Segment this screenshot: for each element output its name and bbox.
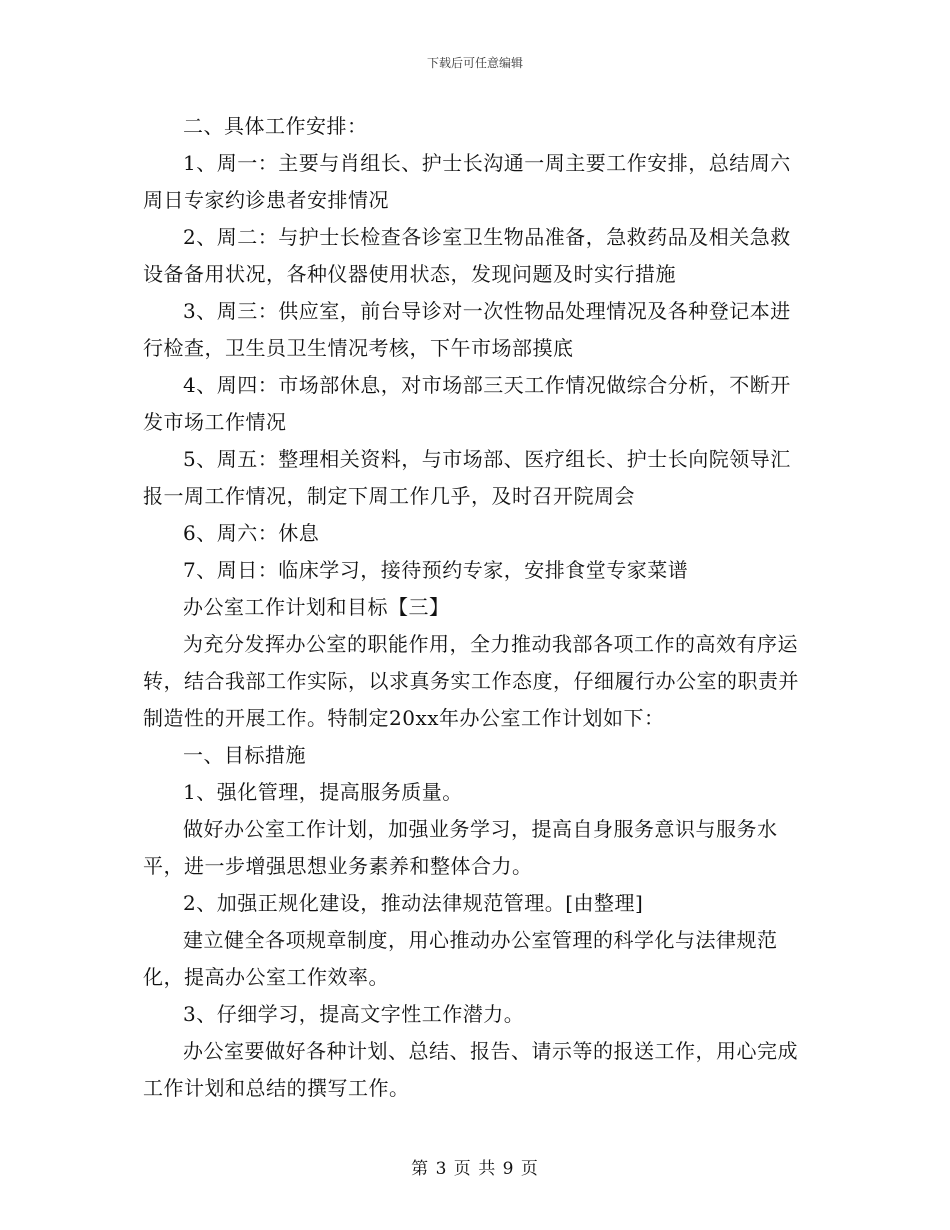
paragraph-item-2: 2、加强正规化建设，推动法律规范管理。[由整理] bbox=[183, 891, 644, 915]
paragraph-thursday: 4、周四：市场部休息，对市场部三天工作情况做综合分析，不断开发市场工作情况 bbox=[143, 373, 791, 434]
paragraph-tuesday: 2、周二：与护士长检查各诊室卫生物品准备，急救药品及相关急救设备备用状况，各种仪器使用状态，发现问题及时实行措施 bbox=[143, 225, 791, 286]
paragraph-item-3-detail: 办公室要做好各种计划、总结、报告、请示等的报送工作，用心完成工作计划和总结的撰写工作。 bbox=[143, 1039, 798, 1100]
paragraph-monday: 1、周一：主要与肖组长、护士长沟通一周主要工作安排，总结周六周日专家约诊患者安排情况 bbox=[143, 151, 791, 212]
page-number: 第 3 页 共 9 页 bbox=[411, 1159, 539, 1179]
paragraph-goals-heading: 一、目标措施 bbox=[183, 743, 306, 767]
paragraph-sunday: 7、周日：临床学习，接待预约专家，安排食堂专家菜谱 bbox=[183, 558, 689, 582]
page-header: 下载后可任意编辑 bbox=[426, 56, 523, 70]
paragraph-section-heading: 二、具体工作安排： bbox=[183, 114, 368, 138]
paragraph-wednesday: 3、周三：供应室，前台导诊对一次性物品处理情况及各种登记本进行检查，卫生员卫生情况考核，下午市场部摸底 bbox=[143, 299, 791, 360]
paragraph-intro: 为充分发挥办公室的职能作用，全力推动我部各项工作的高效有序运转，结合我部工作实际，以求真务实工作态度，仔细履行办公室的职责并制造性的开展工作。特制定20xx年办公室工作计划如下： bbox=[143, 632, 799, 730]
paragraph-item-2-detail: 建立健全各项规章制度，用心推动办公室管理的科学化与法律规范化，提高办公室工作效率。 bbox=[143, 928, 778, 989]
document-body bbox=[143, 108, 808, 1107]
paragraph-friday: 5、周五：整理相关资料，与市场部、医疗组长、护士长向院领导汇报一周工作情况，制定下周工作几乎，及时召开院周会 bbox=[143, 447, 791, 508]
paragraph-item-3: 3、仔细学习，提高文字性工作潜力。 bbox=[183, 1002, 525, 1026]
paragraph-item-1: 1、强化管理，提高服务质量。 bbox=[183, 780, 463, 804]
section-title: 办公室工作计划和目标【三】 bbox=[183, 595, 450, 619]
paragraph-saturday: 6、周六：休息 bbox=[183, 521, 320, 545]
paragraph-item-1-detail: 做好办公室工作计划，加强业务学习，提高自身服务意识与服务水平，进一步增强思想业务素养和整体合力。 bbox=[143, 817, 778, 878]
